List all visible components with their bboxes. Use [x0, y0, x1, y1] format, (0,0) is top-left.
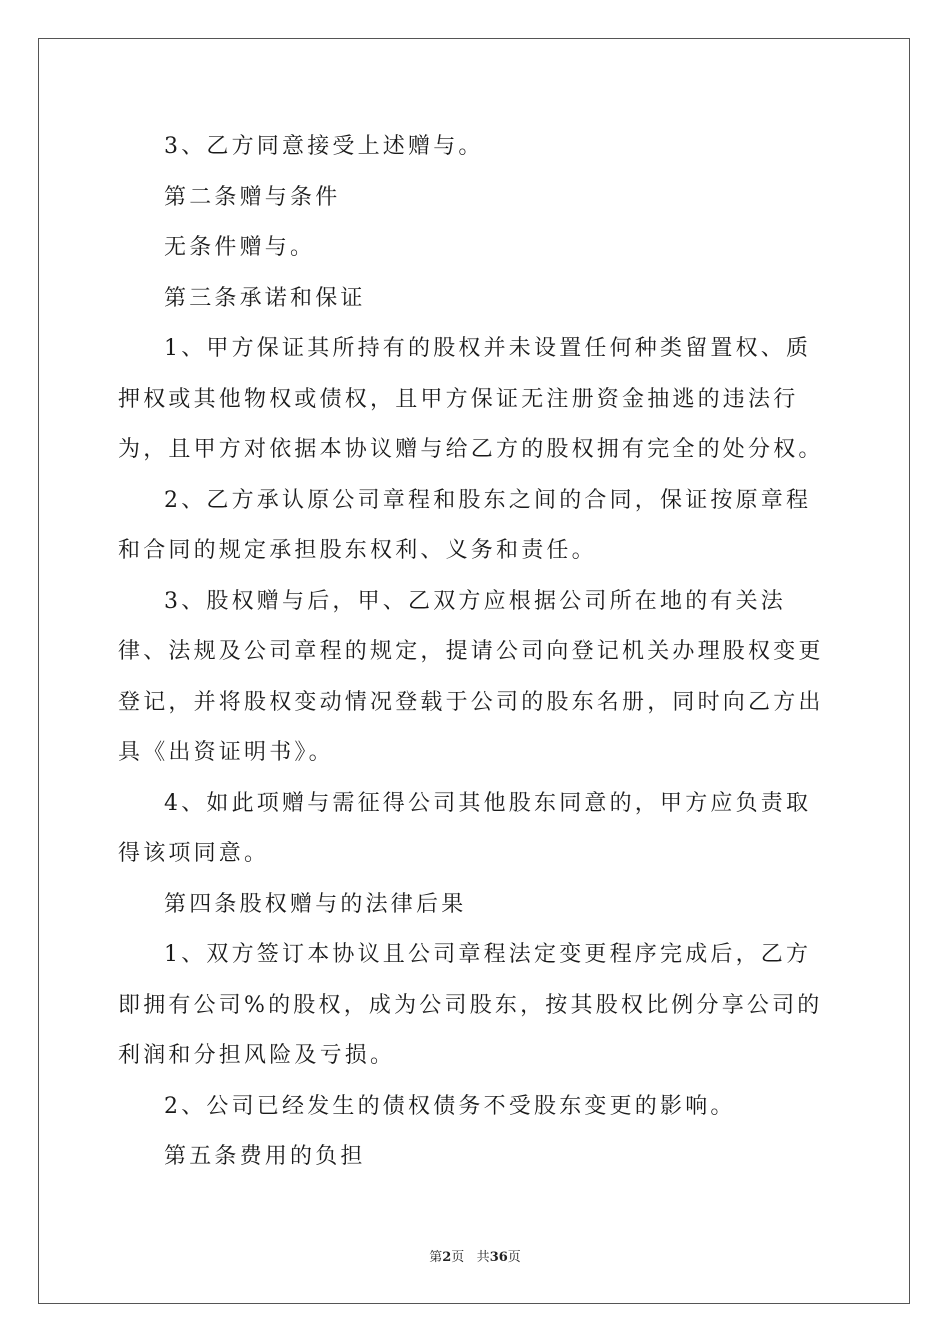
paragraph: 1、甲方保证其所持有的股权并未设置任何种类留置权、质押权或其他物权或债权，且甲方保证无注册资金抽逃的违法行为，且甲方对依据本协议赠与给乙方的股权拥有完全的处分权。: [118, 336, 824, 462]
total-prefix: 共: [476, 1250, 490, 1265]
article-heading: 第四条股权赠与的法律后果: [164, 891, 467, 917]
paragraph: 2、公司已经发生的债权债务不受股东变更的影响。: [164, 1093, 736, 1119]
paragraph: 1、双方签订本协议且公司章程法定变更程序完成后，乙方即拥有公司%的股权，成为公司股东，按其股权比例分享公司的利润和分担风险及亏损。: [118, 942, 823, 1068]
article-heading: 第三条承诺和保证: [164, 285, 366, 311]
paragraph: 3、股权赠与后，甲、乙双方应根据公司所在地的有关法律、法规及公司章程的规定，提请公司向登记机关办理股权变更登记，并将股权变动情况登载于公司的股东名册，同时向乙方出具《出资证明书》。: [118, 588, 824, 765]
paragraph: 3、乙方同意接受上述赠与。: [164, 134, 484, 159]
document-body: [118, 122, 834, 1183]
total-pages: 36: [489, 1250, 508, 1265]
paragraph: 2、乙方承认原公司章程和股东之间的合同，保证按原章程和合同的规定承担股东权利、义务和责任。: [118, 487, 812, 563]
page-footer: [0, 1246, 950, 1265]
page-number: 2: [442, 1250, 452, 1265]
total-suffix: 页: [507, 1250, 521, 1265]
paragraph: 4、如此项赠与需征得公司其他股东同意的，甲方应负责取得该项同意。: [118, 790, 812, 866]
page-prefix: 第: [429, 1250, 443, 1265]
article-heading: 第五条费用的负担: [164, 1144, 366, 1169]
paragraph: 无条件赠与。: [164, 235, 316, 260]
page-suffix: 页: [451, 1250, 465, 1265]
article-heading: 第二条赠与条件: [164, 184, 341, 210]
